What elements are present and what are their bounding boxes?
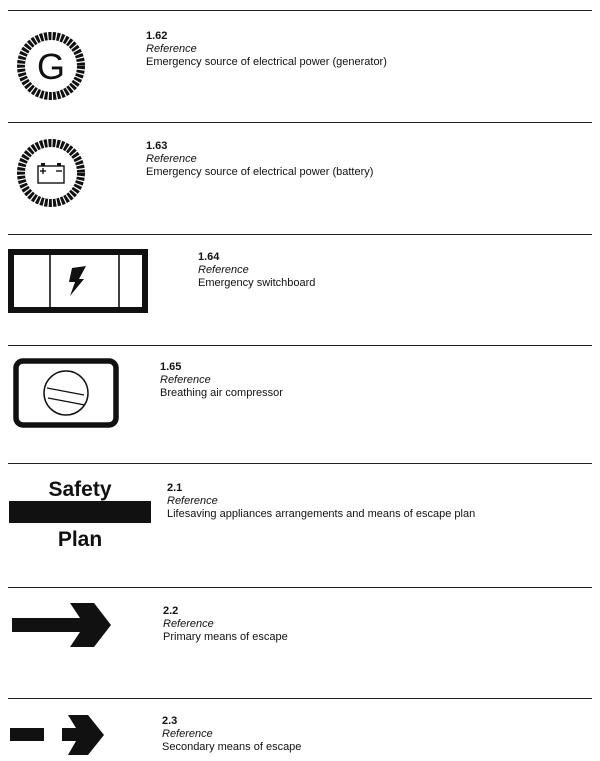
entry-number: 1.65: [160, 361, 182, 373]
divider: [8, 10, 592, 11]
divider: [8, 587, 592, 588]
divider: [8, 234, 592, 235]
air-compressor-symbol-icon: [12, 357, 120, 429]
safety-word: Safety: [48, 478, 112, 501]
safety-plan-symbol-icon: [8, 474, 152, 554]
entry-reference: Reference: [163, 618, 214, 630]
entry-description: Lifesaving appliances arrangements and means of escape plan: [167, 508, 476, 520]
entry-description: Emergency switchboard: [198, 277, 316, 289]
entry-description: Breathing air compressor: [160, 387, 283, 399]
divider: [8, 698, 592, 699]
generator-letter: G: [36, 46, 66, 87]
entry-reference: Reference: [198, 264, 249, 276]
entry-description: Emergency source of electrical power (generator): [146, 56, 387, 68]
entry-description: Emergency source of electrical power (battery): [146, 166, 374, 178]
entry-number: 2.3: [162, 715, 178, 727]
divider: [8, 463, 592, 464]
primary-escape-arrow-icon: [10, 601, 114, 649]
divider: [8, 345, 592, 346]
secondary-escape-arrow-icon: [8, 713, 108, 757]
entry-reference: Reference: [146, 43, 197, 55]
battery-symbol-icon: [15, 137, 87, 209]
entry-number: 1.64: [198, 251, 220, 263]
plan-word: Plan: [57, 528, 103, 551]
switchboard-symbol-icon: [8, 249, 148, 313]
entry-number: 2.2: [163, 605, 179, 617]
entry-reference: Reference: [160, 374, 211, 386]
entry-number: 1.62: [146, 30, 168, 42]
entry-description: Secondary means of escape: [162, 741, 302, 753]
entry-reference: Reference: [162, 728, 213, 740]
entry-number: 1.63: [146, 140, 168, 152]
entry-description: Primary means of escape: [163, 631, 288, 643]
entry-reference: Reference: [146, 153, 197, 165]
generator-symbol-icon: [15, 30, 87, 102]
divider: [8, 122, 592, 123]
entry-number: 2.1: [167, 482, 183, 494]
entry-reference: Reference: [167, 495, 218, 507]
